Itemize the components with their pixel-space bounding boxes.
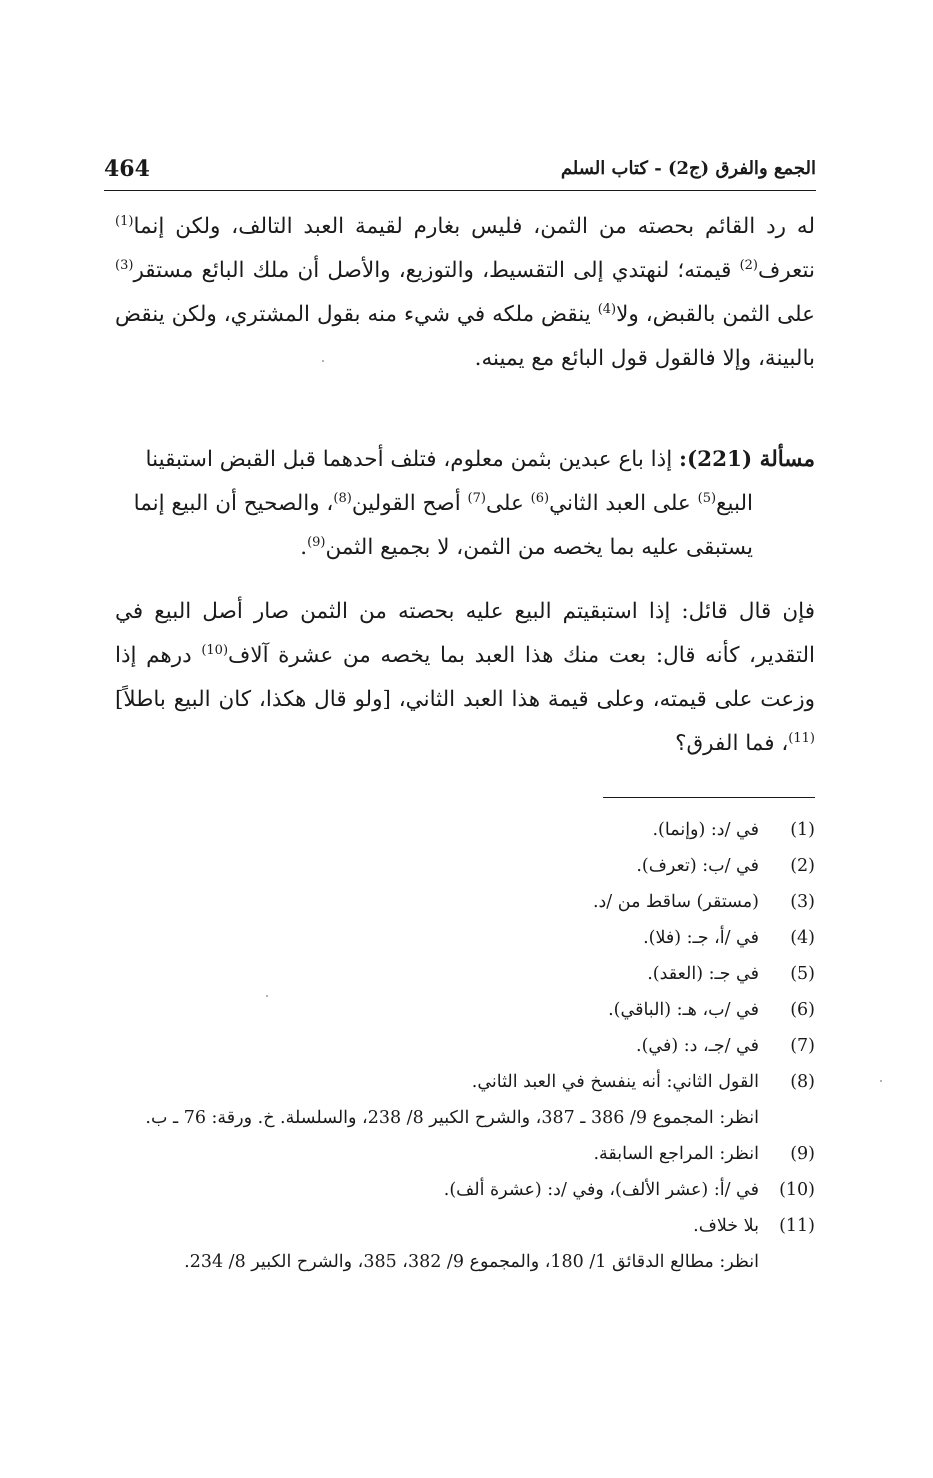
issue-line-3 — [115, 526, 815, 570]
text-run: نتعرف — [758, 258, 815, 283]
paragraph-3 — [115, 590, 815, 766]
footnote-8 — [105, 1064, 815, 1100]
footnote-7 — [105, 1028, 815, 1064]
footnote-1 — [105, 812, 815, 848]
footnote-8-continuation: انظر: المجموع 9/ 386 ـ 387، والشرح الكبير 8/ 238، والسلسلة. خ. ورقة: 76 ـ ب. — [145, 1108, 759, 1128]
footnote-number: (2) — [790, 856, 815, 876]
footnote-ref-11[interactable]: (11) — [788, 730, 815, 746]
footnote-ref-5[interactable]: (5) — [697, 490, 717, 506]
footnote-text: انظر: المراجع السابقة. — [593, 1144, 759, 1164]
footnote-ref-7[interactable]: (7) — [467, 490, 486, 506]
footnote-11-continuation: انظر: مطالع الدقائق 1/ 180، والمجموع 9/ 382، 385، والشرح الكبير 8/ 234. — [184, 1252, 759, 1272]
footnote-number: (10) — [779, 1180, 815, 1200]
text-run: على الثمن بالقبض، ولا — [616, 302, 815, 327]
footnote-number: (6) — [790, 1000, 815, 1020]
footnote-9 — [105, 1136, 815, 1172]
footnote-3 — [105, 884, 815, 920]
running-title: الجمع والفرق (ج2) - كتاب السلم — [560, 158, 816, 179]
footnote-text: في /ب: (تعرف). — [636, 856, 759, 876]
text-run: على — [485, 491, 531, 516]
footnote-2 — [105, 848, 815, 884]
footnote-divider — [603, 797, 815, 798]
paragraph-1 — [115, 205, 815, 381]
footnote-ref-3[interactable]: (3) — [115, 257, 134, 273]
footnote-ref-10[interactable]: (10) — [201, 642, 229, 658]
running-header — [104, 150, 816, 191]
footnote-number: (8) — [790, 1072, 815, 1092]
footnote-text: في /أ: (عشر الألف)، وفي /د: (عشرة ألف). — [443, 1180, 759, 1200]
footnote-6 — [105, 992, 815, 1028]
footnote-ref-2[interactable]: (2) — [739, 257, 758, 273]
footnote-5 — [105, 956, 815, 992]
footnote-number: (3) — [790, 892, 815, 912]
text-run: إذا باع عبدين بثمن معلوم، فتلف أحدهما قبل القبض استبقينا — [145, 447, 680, 472]
footnote-ref-6[interactable]: (6) — [530, 490, 550, 506]
text-run: البيع — [716, 491, 753, 516]
footnote-text: القول الثاني: أنه ينفسخ في العبد الثاني. — [471, 1072, 759, 1092]
text-run: ينقض ملكه في شيء منه بقول المشتري، ولكن ينقض بالبينة، وإلا فالقول قول البائع مع يمينه. — [115, 302, 815, 371]
scan-speck — [880, 1080, 882, 1082]
footnote-text: في /جـ، د: (في). — [636, 1036, 759, 1056]
footnote-text: في /ب، هـ: (الباقي). — [608, 1000, 759, 1020]
footnote-text: في جـ: (العقد). — [647, 964, 759, 984]
footnote-ref-1[interactable]: (1) — [115, 213, 134, 229]
footnote-text: بلا خلاف. — [693, 1216, 759, 1236]
footnote-number: (11) — [779, 1216, 815, 1236]
page-number: 464 — [104, 156, 150, 182]
text-run: أصح القولين — [351, 491, 468, 516]
issue-label: مسألة (221): — [679, 447, 815, 472]
footnote-number: (5) — [790, 964, 815, 984]
footnote-text: (مستقر) ساقط من /د. — [592, 892, 759, 912]
scan-speck — [322, 360, 324, 362]
text-run: على العبد الثاني — [549, 491, 698, 516]
issue-line-2 — [115, 482, 815, 526]
text-run: ، فما الفرق؟ — [675, 731, 789, 756]
footnote-ref-8[interactable]: (8) — [333, 490, 352, 506]
text-run: قيمته؛ لنهتدي إلى التقسيط، والتوزيع، والأصل أن ملك البائع مستقر — [133, 258, 740, 283]
footnote-ref-4[interactable]: (4) — [597, 301, 617, 317]
scan-speck — [266, 995, 268, 997]
footnote-number: (1) — [790, 820, 815, 840]
footnote-10 — [105, 1172, 815, 1208]
text-run: له رد القائم بحصته من الثمن، فليس بغارم لقيمة العبد التالف، ولكن إنما — [133, 214, 815, 239]
footnote-number: (7) — [790, 1036, 815, 1056]
footnote-ref-9[interactable]: (9) — [307, 534, 326, 550]
footnote-4 — [105, 920, 815, 956]
footnote-11 — [105, 1208, 815, 1244]
footnote-text: في /أ، جـ: (فلا). — [643, 928, 759, 948]
footnotes — [105, 812, 815, 1280]
issue-221 — [115, 438, 815, 570]
text-run: فإن قال قائل: إذا استبقيتم البيع عليه بحصته من الثمن صار أصل البيع في التقدير، كأنه قال: بعت منك هذا العبد بما يخصه من عشرة آلاف — [115, 599, 815, 668]
text-run: ، والصحيح أن البيع إنما — [133, 491, 334, 516]
text-run: درهم إذا وزعت على قيمته، وعلى قيمة هذا العبد الثاني، [ولو قال هكذا، كان البيع باطلاً] — [115, 643, 815, 712]
footnote-text: في /د: (وإنما). — [652, 820, 759, 840]
footnote-number: (9) — [790, 1144, 815, 1164]
text-run: يستبقى عليه بما يخصه من الثمن، لا بجميع الثمن — [325, 535, 753, 560]
footnote-number: (4) — [790, 928, 815, 948]
text-run: . — [300, 535, 308, 560]
